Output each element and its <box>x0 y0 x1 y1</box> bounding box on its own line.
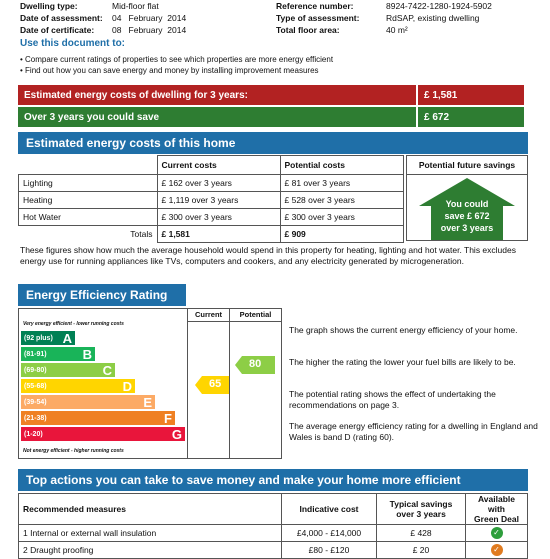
band-range: (92 plus) <box>24 334 53 342</box>
rating-paragraph: The higher the rating the lower your fuel bills are likely to be. <box>289 357 516 367</box>
band-letter: F <box>164 410 172 426</box>
top-note: Very energy efficient - lower running costs <box>23 321 124 327</box>
house-line-3: over 3 years <box>440 223 494 233</box>
reference-label: Reference number: <box>276 1 354 11</box>
total-current: £ 1,581 <box>157 226 280 243</box>
cost-name: Hot Water <box>19 209 158 226</box>
table-row <box>19 175 404 192</box>
meta-left <box>20 0 260 36</box>
col-typical-savings <box>377 494 466 525</box>
costs-table <box>18 155 404 243</box>
totals-label: Totals <box>19 226 158 243</box>
costs-header-blank <box>19 156 158 175</box>
rating-chart <box>18 308 282 459</box>
totals-row <box>19 226 404 243</box>
costs-header-row <box>19 156 404 175</box>
cost-name: Heating <box>19 192 158 209</box>
use-doc-bullet-text: Compare current ratings of properties to see which properties are more energy efficient <box>25 55 334 64</box>
rating-band-a <box>21 331 75 345</box>
floor-area-value: 40 m² <box>386 25 408 35</box>
col-current: Current <box>194 310 223 319</box>
assessment-date-value: 04 February 2014 <box>112 13 187 23</box>
actions-header-row <box>19 494 528 525</box>
cost-potential: £ 528 over 3 years <box>280 192 404 209</box>
cost-potential: £ 300 over 3 years <box>280 209 404 226</box>
table-row <box>19 192 404 209</box>
rating-heading: Energy Efficiency Rating <box>18 284 186 306</box>
table-row <box>19 525 528 542</box>
costs-heading: Estimated energy costs of this home <box>18 132 528 154</box>
check-icon: ✓ <box>491 544 503 556</box>
measure-saving: £ 20 <box>377 542 466 559</box>
cost-current: £ 300 over 3 years <box>157 209 280 226</box>
band-range: (21-38) <box>24 414 47 422</box>
rating-band-c <box>21 363 115 377</box>
savings-box <box>406 155 528 241</box>
assessment-date-label: Date of assessment: <box>20 13 103 23</box>
band-letter: A <box>62 330 72 346</box>
col-potential-costs: Potential costs <box>280 156 404 175</box>
cost-current: £ 162 over 3 years <box>157 175 280 192</box>
band-range: (81-91) <box>24 350 47 358</box>
col-green-deal-line1: Available with <box>477 494 515 514</box>
cost-current: £ 1,119 over 3 years <box>157 192 280 209</box>
actions-table <box>18 493 528 559</box>
col-green-deal <box>466 494 528 525</box>
meta-right <box>276 0 536 36</box>
costs-note: These figures show how much the average household would spend in this property for heating, lighting and hot water. This excludes energy use for running appliances like TVs, computers and cookers, and any electricity generated by microgeneration. <box>20 245 516 266</box>
rating-band-e <box>21 395 155 409</box>
certificate-date-value: 08 February 2014 <box>112 25 187 35</box>
use-doc-bullet-text: Find out how you can save energy and money by installing improvement measures <box>25 66 319 75</box>
band-letter: C <box>102 362 112 378</box>
reference-value: 8924-7422-1280-1924-5902 <box>386 1 492 11</box>
actions-heading: Top actions you can take to save money and make your home more efficient <box>18 469 528 491</box>
assessment-type-label: Type of assessment: <box>276 13 360 23</box>
house-savings-text <box>419 198 515 234</box>
save-value: £ 672 <box>416 107 524 127</box>
rating-band-f <box>21 411 175 425</box>
band-range: (1-20) <box>24 430 43 438</box>
measure-name: 2 Draught proofing <box>19 542 282 559</box>
measure-saving: £ 428 <box>377 525 466 542</box>
estimated-cost-label: Estimated energy costs of dwelling for 3 years: <box>24 89 248 101</box>
save-bar <box>18 107 524 127</box>
rating-paragraph: The potential rating shows the effect of undertaking the recommendations on page 3. <box>289 389 496 410</box>
band-letter: D <box>122 378 132 394</box>
band-letter: B <box>82 346 92 362</box>
potential-rating-value: 80 <box>249 358 262 370</box>
total-potential: £ 909 <box>280 226 404 243</box>
save-label: Over 3 years you could save <box>24 111 160 123</box>
band-range: (55-68) <box>24 382 47 390</box>
band-letter: G <box>171 426 182 442</box>
floor-area-label: Total floor area: <box>276 25 340 35</box>
certificate-date-label: Date of certificate: <box>20 25 95 35</box>
rating-band-d <box>21 379 135 393</box>
estimated-cost-value: £ 1,581 <box>416 85 524 105</box>
band-letter: E <box>143 394 152 410</box>
dwelling-type-value: Mid-floor flat <box>112 1 159 11</box>
band-range: (39-54) <box>24 398 47 406</box>
use-doc-heading: Use this document to: <box>20 38 126 49</box>
col-indicative-cost: Indicative cost <box>282 494 377 525</box>
dwelling-type-label: Dwelling type: <box>20 1 78 11</box>
rating-band-b <box>21 347 95 361</box>
col-measures: Recommended measures <box>19 494 282 525</box>
rating-paragraph: The graph shows the current energy efficiency of your home. <box>289 325 518 335</box>
measure-cost: £4,000 - £14,000 <box>282 525 377 542</box>
cost-name: Lighting <box>19 175 158 192</box>
house-line-1: You could <box>445 199 489 209</box>
rating-paragraph: The average energy efficiency rating for a dwelling in England and Wales is band D (rating 60). <box>289 421 538 442</box>
col-typical-savings-line2: over 3 years <box>396 509 446 519</box>
table-row <box>19 209 404 226</box>
bottom-note: Not energy efficient - higher running costs <box>23 448 124 454</box>
col-potential: Potential <box>239 310 272 319</box>
use-doc-bullet: • Find out how you can save energy and money by installing improvement measures <box>20 66 319 75</box>
col-potential-savings: Potential future savings <box>407 156 527 175</box>
use-doc-bullets <box>20 54 530 76</box>
table-row <box>19 542 528 559</box>
assessment-type-value: RdSAP, existing dwelling <box>386 13 480 23</box>
cost-potential: £ 81 over 3 years <box>280 175 404 192</box>
use-doc-bullet: • Compare current ratings of properties to see which properties are more energy efficient <box>20 55 334 64</box>
col-current-costs: Current costs <box>157 156 280 175</box>
house-line-2: save £ 672 <box>444 211 490 221</box>
measure-name: 1 Internal or external wall insulation <box>19 525 282 542</box>
col-typical-savings-line1: Typical savings <box>389 499 453 509</box>
estimated-cost-bar <box>18 85 524 105</box>
band-range: (69-80) <box>24 366 47 374</box>
rating-band-g <box>21 427 185 441</box>
measure-cost: £80 - £120 <box>282 542 377 559</box>
check-icon: ✓ <box>491 527 503 539</box>
current-rating-value: 65 <box>209 378 222 390</box>
col-green-deal-line2: Green Deal <box>474 514 519 524</box>
